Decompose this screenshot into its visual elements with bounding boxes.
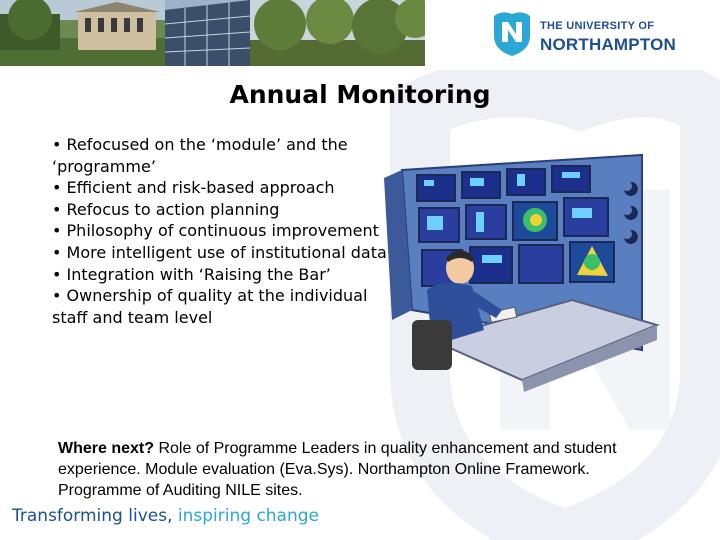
where-next-paragraph <box>58 438 658 501</box>
tagline-part2: inspiring change <box>177 506 320 526</box>
university-logo[interactable] <box>490 10 710 58</box>
bullet-item: • Refocus to action planning <box>52 199 280 219</box>
where-next-label: Where next? <box>58 440 155 457</box>
where-next-text: Role of Programme Leaders in quality enhancement and student experience. Module evaluation (Eva.Sys). Northampton Online Framework. Programme of Auditing NILE sites. <box>58 440 617 499</box>
bullet-item: • Ownership of quality at the individual staff and team level <box>52 286 368 327</box>
bullet-item: • More intelligent use of institutional data <box>52 242 387 262</box>
bullet-item: • Philosophy of continuous improvement <box>52 221 379 241</box>
control-room-illustration <box>372 150 672 392</box>
footer-tagline <box>12 506 319 526</box>
trees-photo <box>250 0 425 66</box>
tagline-part1: Transforming lives, <box>12 506 178 526</box>
bullet-item: • Integration with ‘Raising the Bar’ <box>52 264 331 284</box>
logo-line1: THE UNIVERSITY OF <box>540 20 655 32</box>
logo-line2: NORTHAMPTON <box>540 35 676 54</box>
bullet-list <box>52 134 392 328</box>
solar-panel-photo <box>165 0 250 66</box>
header-banner <box>0 0 720 66</box>
bullet-item: • Efficient and risk-based approach <box>52 178 335 198</box>
bullet-item: • Refocused on the ‘module’ and the ‘programme’ <box>52 135 348 176</box>
building-photo <box>0 0 165 66</box>
university-crest-icon <box>490 10 534 56</box>
slide-title <box>0 80 720 109</box>
slide-title-text: Annual Monitoring <box>229 80 491 109</box>
